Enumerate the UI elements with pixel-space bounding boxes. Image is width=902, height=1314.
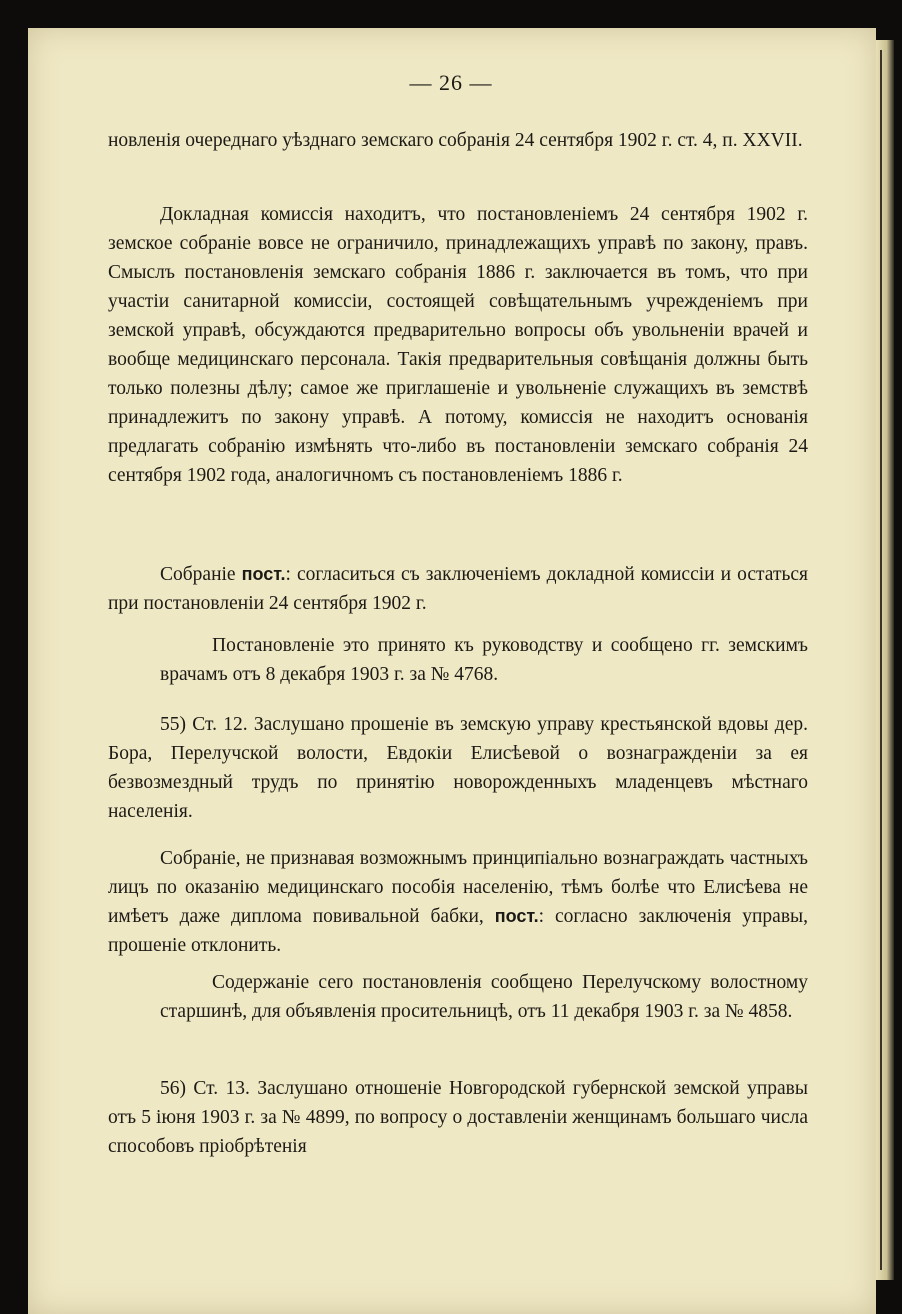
text-block [108,968,808,1026]
paragraph-commission-report: Докладная комиссія находитъ, что постановленіемъ 24 сентября 1902 г. земское собраніе вовсе не ограничило, принадлежащихъ управѣ по закону, правъ. Смыслъ постановленія земскаго собранія 1886 г. заключается въ томъ, что при участіи санитарной комиссіи, состоящей совѣщательнымъ учрежденіемъ при земской управѣ, обсуждаются предварительно вопросы объ увольненіи врачей и вообще медицинскаго персонала. Такія предварительныя совѣщанія должны быть только полезны дѣлу; самое же приглашеніе и увольненіе служащихъ въ земствѣ принадлежитъ по закону управѣ. А потому, комиссія не находитъ основанія предлагать собранію измѣнять что-либо въ постановленіи земскаго собранія 24 сентября 1902 года, аналогичномъ съ постановленіемъ 1886 г. [108,204,808,486]
paragraph-note-55: Содержаніе сего постановленія сообщено Перелучскому волостному старшинѣ, для объявленія просительницѣ, отъ 11 декабря 1903 г. за № 4858. [160,972,808,1022]
page-number: — 26 — [409,70,493,95]
resolution-text: : согласиться съ заключеніемъ докладной комиссіи и остаться при постановленіи 24 сентября 1902 г. [108,564,808,614]
paragraph-article-56: 56) Ст. 13. Заслушано отношеніе Новгородской губернской земской управы отъ 5 іюня 1903 г. за № 4899, по вопросу о доставленіи женщинамъ большаго числа способовъ пріобрѣтенія [108,1078,808,1157]
text-block [108,844,808,960]
paragraph-continuation: новленія очереднаго уѣзднаго земскаго собранія 24 сентября 1902 г. ст. 4, п. XXVII. [108,130,803,151]
paragraph-resolution [108,560,808,618]
resolution-lead: Собраніе [160,564,236,585]
paragraph-note: Постановленіе это принято къ руководству и сообщено гг. земскимъ врачамъ отъ 8 декабря 1903 г. за № 4768. [160,635,808,685]
post-abbrev: пост. [241,564,286,584]
text-block [108,1074,808,1161]
binding-shadow [880,50,882,1270]
resolution-text: : согласно заключенія управы, прошеніе отклонить. [108,906,809,956]
text-block [108,631,808,689]
text-block [108,126,808,155]
paragraph-resolution-55 [108,844,808,960]
resolution-lead: Собраніе, не признавая возможнымъ принципіально вознаграждать частныхъ лицъ по оказанію медицинскаго пособія населенію, тѣмъ болѣе что Елисѣева не имѣетъ даже диплома повивальной бабки, [108,848,808,927]
post-abbrev: пост. [494,906,539,926]
page-edge [876,40,894,1280]
text-block [108,200,808,490]
text-block [108,560,808,618]
paragraph-article-55: 55) Ст. 12. Заслушано прошеніе въ земскую управу крестьянской вдовы дер. Бора, Перелучской волости, Евдокіи Елисѣевой о вознагражденіи за ея безвозмездный трудъ по принятію новорожденныхъ младенцевъ мѣстнаго населенія. [108,714,808,822]
text-block [108,710,808,826]
